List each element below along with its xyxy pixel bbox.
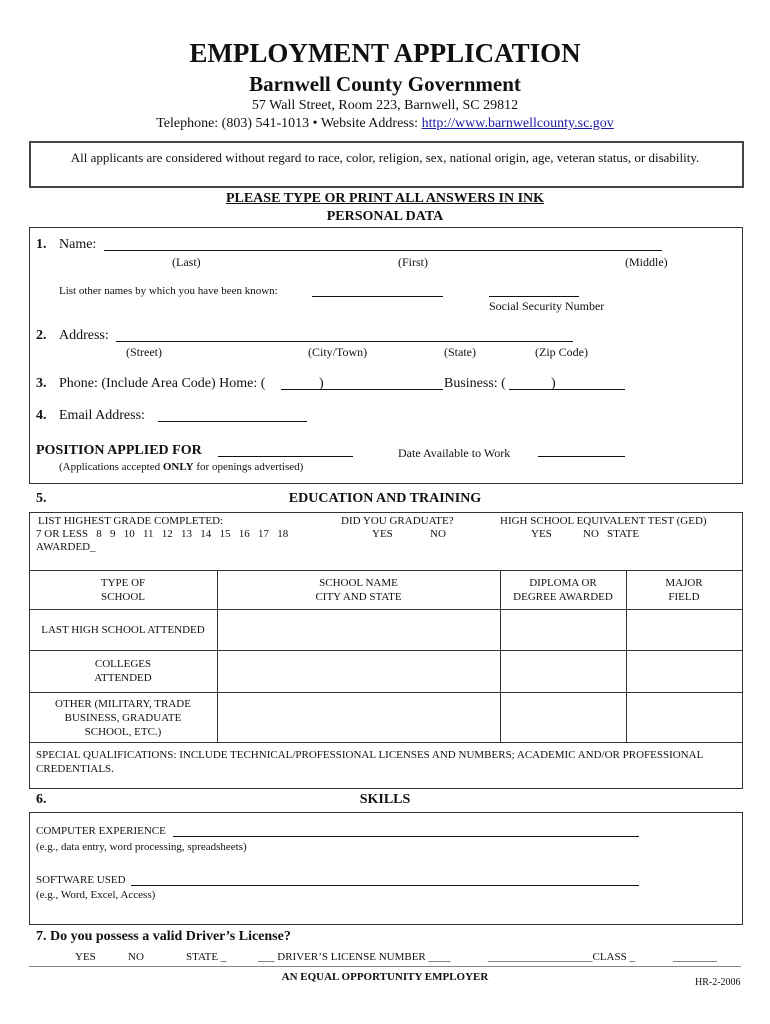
col-type-2: SCHOOL xyxy=(100,591,145,603)
computer-experience-label: COMPUTER EXPERIENCE xyxy=(36,825,166,837)
highest-grade-label: LIST HIGHEST GRADE COMPLETED: xyxy=(38,515,224,527)
state-caption: (State) xyxy=(444,345,476,359)
other-school-name-cell[interactable] xyxy=(218,693,499,741)
row-colleges-2: ATTENDED xyxy=(94,672,152,684)
col-major-1: MAJOR xyxy=(665,577,703,589)
position-note-post: for openings advertised) xyxy=(193,461,304,473)
special-qualifications-2: CREDENTIALS. xyxy=(36,763,114,775)
email-label: Email Address: xyxy=(59,408,145,423)
phone-label: Phone: (Include Area Code) Home: ( xyxy=(59,376,266,391)
col-diploma-1: DIPLOMA OR xyxy=(529,577,597,589)
ged-yes[interactable]: YES xyxy=(531,528,552,540)
notice-text: All applicants are considered without regard to race, color, religion, sex, national origin, age, veteran status, or disability. xyxy=(70,150,700,165)
software-used-field[interactable] xyxy=(131,885,639,886)
col-school-2: CITY AND STATE xyxy=(315,591,402,603)
street-caption: (Street) xyxy=(126,345,162,359)
software-used-label: SOFTWARE USED xyxy=(36,874,126,886)
org-contact xyxy=(0,116,770,132)
org-name: Barnwell County Government xyxy=(249,72,521,96)
row-other-3: SCHOOL, ETC.) xyxy=(84,726,162,738)
name-field[interactable] xyxy=(104,250,662,251)
ged-state: STATE xyxy=(607,528,640,540)
q1-number: 1. xyxy=(36,237,47,252)
license-class[interactable]: ___________________CLASS _ xyxy=(488,951,635,963)
ssn-caption: Social Security Number xyxy=(489,299,605,313)
hs-diploma-cell[interactable] xyxy=(501,610,625,649)
college-major-cell[interactable] xyxy=(627,651,741,691)
license-number[interactable]: ___ DRIVER’S LICENSE NUMBER ____ xyxy=(258,951,451,963)
ged-no[interactable]: NO xyxy=(583,528,599,540)
graduate-no[interactable]: NO xyxy=(430,528,446,540)
grade-options[interactable]: 7 OR LESS 8 9 10 11 12 13 14 15 16 17 18 xyxy=(36,528,289,540)
col-major-header xyxy=(626,576,742,604)
col-school-header xyxy=(217,576,500,604)
first-caption: (First) xyxy=(398,255,428,269)
license-no[interactable]: NO xyxy=(128,951,144,963)
section6-number: 6. xyxy=(36,792,47,807)
address-label: Address: xyxy=(59,328,109,343)
q2-number: 2. xyxy=(36,328,47,343)
hs-major-cell[interactable] xyxy=(627,610,741,649)
license-state[interactable]: STATE _ xyxy=(186,951,227,963)
row-other-1: OTHER (MILITARY, TRADE xyxy=(55,698,191,710)
col-diploma-2: DEGREE AWARDED xyxy=(513,591,613,603)
org-address: 57 Wall Street, Room 223, Barnwell, SC 29812 xyxy=(251,98,519,113)
q3-number: 3. xyxy=(36,376,47,391)
address-field[interactable] xyxy=(116,341,573,342)
computer-experience-example: (e.g., data entry, word processing, spreadsheets) xyxy=(36,841,247,853)
eoe-statement: AN EQUAL OPPORTUNITY EMPLOYER xyxy=(281,971,489,983)
section5-number: 5. xyxy=(36,491,47,506)
row-other xyxy=(29,697,217,739)
position-note-pre: (Applications accepted xyxy=(59,461,163,473)
education-heading: EDUCATION AND TRAINING xyxy=(288,491,482,506)
ssn-field[interactable] xyxy=(489,296,579,297)
col-major-2: FIELD xyxy=(668,591,700,603)
website-link[interactable]: http://www.barnwellcounty.sc.gov xyxy=(421,116,614,131)
footer-rule xyxy=(29,966,741,967)
q4-number: 4. xyxy=(36,408,47,423)
last-caption: (Last) xyxy=(172,255,201,269)
hs-school-name-cell[interactable] xyxy=(218,610,499,649)
other-names-label: List other names by which you have been known: xyxy=(59,285,278,297)
email-field[interactable] xyxy=(158,421,307,422)
business-phone-field[interactable] xyxy=(509,389,625,390)
position-note-only: ONLY xyxy=(162,461,194,473)
col-diploma-header xyxy=(500,576,626,604)
instructions: PLEASE TYPE OR PRINT ALL ANSWERS IN INK xyxy=(225,191,545,206)
zip-caption: (Zip Code) xyxy=(535,345,588,359)
license-class-tail: ________ xyxy=(673,951,717,963)
row-other-2: BUSINESS, GRADUATE xyxy=(64,712,182,724)
name-label: Name: xyxy=(59,237,97,252)
business-label: Business: ( xyxy=(444,376,506,391)
position-label: POSITION APPLIED FOR xyxy=(36,443,202,458)
other-diploma-cell[interactable] xyxy=(501,693,625,741)
other-names-field[interactable] xyxy=(312,296,443,297)
other-major-cell[interactable] xyxy=(627,693,741,741)
page-title: EMPLOYMENT APPLICATION xyxy=(189,38,581,68)
row-high-school: LAST HIGH SCHOOL ATTENDED xyxy=(41,624,205,636)
college-school-name-cell[interactable] xyxy=(218,651,499,691)
skills-heading: SKILLS xyxy=(359,792,411,807)
position-note xyxy=(59,461,303,473)
personal-data-heading: PERSONAL DATA xyxy=(326,209,444,224)
license-yes[interactable]: YES xyxy=(75,951,96,963)
table-bottom-line xyxy=(29,742,743,743)
special-qualifications-1: SPECIAL QUALIFICATIONS: INCLUDE TECHNICAL/PROFESSIONAL LICENSES AND NUMBERS; ACADEMIC AND/OR PROFESSIONAL xyxy=(36,749,704,761)
col-type-header xyxy=(29,576,217,604)
row-colleges xyxy=(29,657,217,685)
row-colleges-1: COLLEGES xyxy=(94,658,152,670)
home-phone-field[interactable] xyxy=(281,389,443,390)
license-question: 7. Do you possess a valid Driver’s License? xyxy=(36,929,291,944)
date-available-field[interactable] xyxy=(538,456,625,457)
business-close-paren: ) xyxy=(551,376,556,391)
date-available-label: Date Available to Work xyxy=(398,446,511,460)
form-id: HR-2-2006 xyxy=(695,977,741,988)
col-type-1: TYPE OF xyxy=(100,577,146,589)
phone-close-paren: ) xyxy=(319,376,324,391)
computer-experience-field[interactable] xyxy=(173,836,639,837)
city-caption: (City/Town) xyxy=(308,345,368,359)
ged-question: HIGH SCHOOL EQUIVALENT TEST (GED) xyxy=(500,515,707,527)
middle-caption: (Middle) xyxy=(625,255,668,269)
table-top-line xyxy=(29,570,743,571)
position-field[interactable] xyxy=(218,456,353,457)
software-used-example: (e.g., Word, Excel, Access) xyxy=(36,889,156,901)
col-school-1: SCHOOL NAME xyxy=(319,577,398,589)
graduate-yes[interactable]: YES xyxy=(372,528,393,540)
graduate-question: DID YOU GRADUATE? xyxy=(341,515,454,527)
contact-text: Telephone: (803) 541-1013 • Website Address: xyxy=(156,116,422,131)
awarded-label: AWARDED_ xyxy=(36,541,96,553)
college-diploma-cell[interactable] xyxy=(501,651,625,691)
